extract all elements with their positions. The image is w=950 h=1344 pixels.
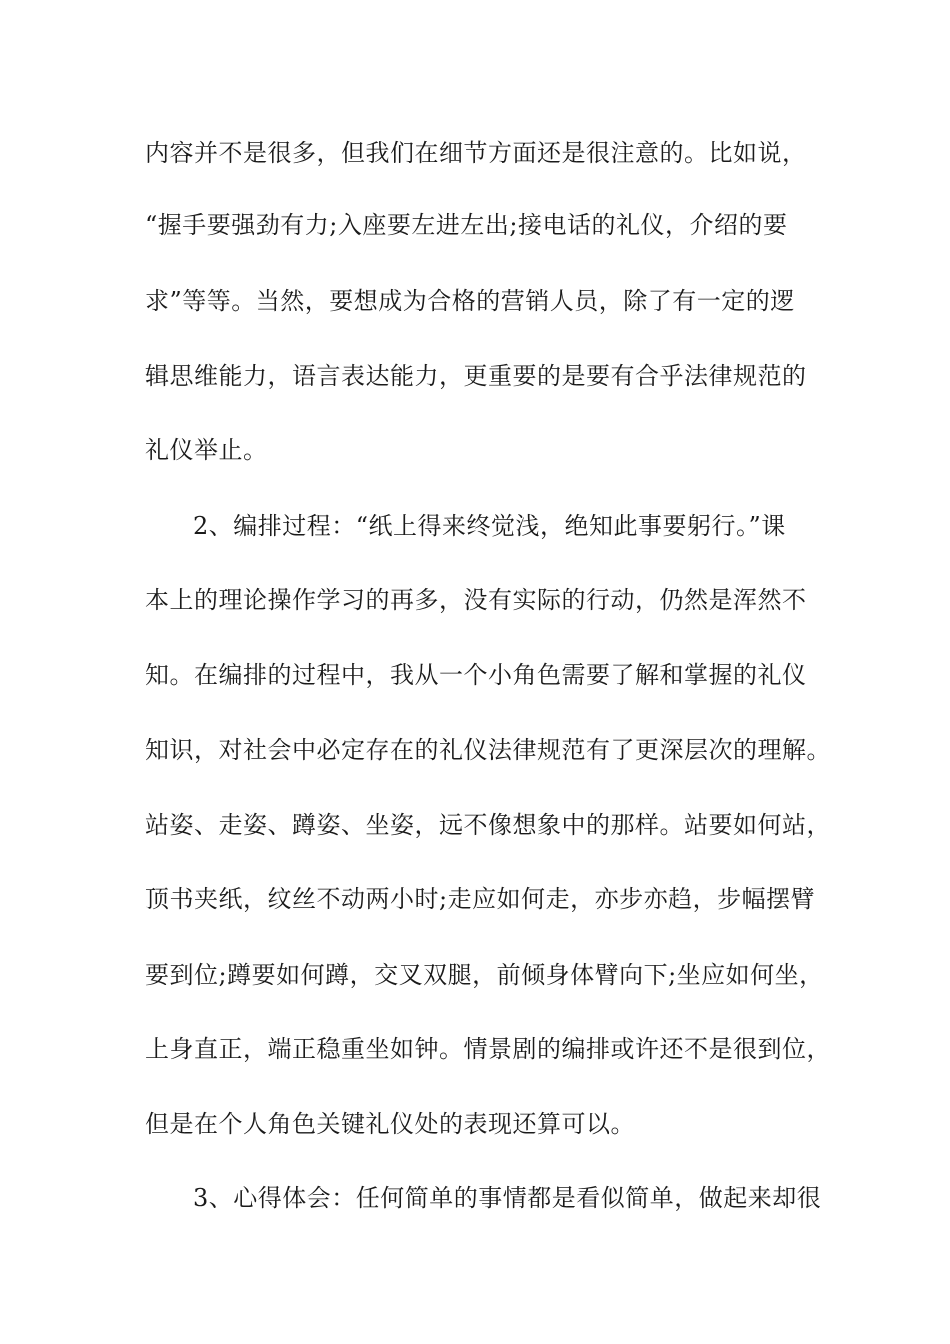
text-line: 求”等等。当然，要想成为合格的营销人员，除了有一定的逻: [145, 287, 795, 315]
text-line: 上身直正，端正稳重坐如钟。情景剧的编排或许还不是很到位，: [145, 1035, 831, 1063]
text-line: 内容并不是很多，但我们在细节方面还是很注意的。比如说，: [145, 139, 807, 167]
text-line: 本上的理论操作学习的再多，没有实际的行动，仍然是浑然不: [145, 586, 807, 614]
text-line: 知。在编排的过程中，我从一个小角色需要了解和掌握的礼仪: [145, 661, 807, 689]
paragraph-3-first-line: 3、心得体会：任何简单的事情都是看似简单，做起来却很: [193, 1184, 822, 1212]
text-line: 顶书夹纸，纹丝不动两小时;走应如何走，亦步亦趋，步幅摆臂: [145, 885, 816, 913]
text-line: 站姿、走姿、蹲姿、坐姿，远不像想象中的那样。站要如何站，: [145, 811, 831, 839]
text-line: 礼仪举止。: [145, 436, 268, 464]
text-line: “握手要强劲有力;入座要左进左出;接电话的礼仪，介绍的要: [145, 211, 788, 239]
text-line: 知识，对社会中必定存在的礼仪法律规范有了更深层次的理解。: [145, 736, 831, 764]
text-line: 辑思维能力，语言表达能力，更重要的是要有合乎法律规范的: [145, 362, 807, 390]
text-line: 要到位;蹲要如何蹲，交叉双腿，前倾身体臂向下;坐应如何坐，: [145, 961, 824, 989]
text-line: 但是在个人角色关键礼仪处的表现还算可以。: [145, 1110, 635, 1138]
paragraph-2-first-line: 2、编排过程：“纸上得来终觉浅，绝知此事要躬行。”课: [193, 512, 786, 540]
